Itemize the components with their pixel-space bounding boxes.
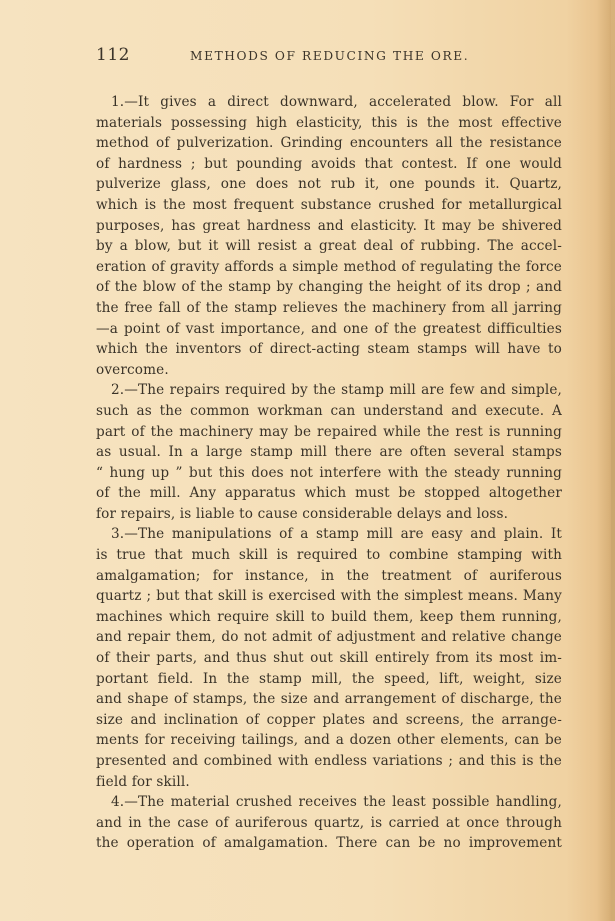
text-line: for repairs, is liable to cause considerable delays and loss. bbox=[96, 505, 509, 522]
text-line: the free fall of the stamp relieves the machinery from all jarring bbox=[96, 299, 562, 316]
text-line: size and inclination of copper plates and screens, the arrange- bbox=[96, 711, 562, 728]
text-line: of the mill. Any apparatus which must be stopped altogether bbox=[96, 485, 562, 502]
text-line: of their parts, and thus shut out skill entirely from its most im- bbox=[96, 650, 562, 667]
text-line: machines which require skill to build them, keep them running, bbox=[96, 608, 562, 625]
page-edge bbox=[611, 0, 615, 921]
page-header bbox=[96, 45, 560, 71]
text-line: —a point of vast importance, and one of the greatest difficulties bbox=[96, 320, 562, 337]
text-line: materials possessing high elasticity, this is the most effective bbox=[96, 114, 562, 131]
text-line: pulverize glass, one does not rub it, one pounds it. Quartz, bbox=[96, 176, 562, 193]
text-line: by a blow, but it will resist a great deal of rubbing. The accel- bbox=[96, 238, 562, 255]
text-line: such as the common workman can understand and execute. A bbox=[96, 402, 562, 419]
page-body bbox=[96, 92, 562, 854]
paragraph-3 bbox=[96, 524, 562, 792]
text-line: presented and combined with endless variations ; and this is the bbox=[96, 753, 562, 769]
text-line: portant field. In the stamp mill, the speed, lift, weight, size bbox=[96, 670, 562, 687]
text-line: 3.—The manipulations of a stamp mill are easy and plain. It bbox=[111, 526, 562, 543]
page-number: 112 bbox=[96, 45, 130, 65]
text-line: and shape of stamps, the size and arrangement of discharge, the bbox=[96, 691, 562, 708]
text-line: 2.—The repairs required by the stamp mill are few and simple, bbox=[111, 382, 562, 399]
paragraph-2 bbox=[96, 380, 562, 524]
text-line: amalgamation; for instance, in the treatment of auriferous bbox=[96, 567, 562, 584]
text-line: field for skill. bbox=[96, 773, 190, 790]
text-line: and in the case of auriferous quartz, is carried at once through bbox=[96, 814, 562, 831]
paragraph-1 bbox=[96, 92, 562, 380]
text-line: of the blow of the stamp by changing the height of its drop ; and bbox=[96, 279, 562, 296]
text-line: 4.—The material crushed receives the least possible handling, bbox=[111, 794, 562, 811]
text-line: “ hung up ” but this does not interfere with the steady running bbox=[96, 464, 562, 481]
text-line: eration of gravity affords a simple method of regulating the force bbox=[96, 258, 562, 275]
running-head: METHODS OF REDUCING THE ORE. bbox=[190, 49, 470, 63]
text-line: as usual. In a large stamp mill there are often several stamps bbox=[96, 444, 562, 461]
text-line: method of pulverization. Grinding encounters all the resistance bbox=[96, 135, 562, 152]
text-line: purposes, has great hardness and elasticity. It may be shivered bbox=[96, 217, 562, 234]
text-line: which is the most frequent substance crushed for metallurgical bbox=[96, 196, 562, 213]
text-line: 1.—It gives a direct downward, accelerated blow. For all bbox=[111, 94, 562, 110]
text-line: and repair them, do not admit of adjustment and relative change bbox=[96, 629, 562, 646]
text-line: is true that much skill is required to combine stamping with bbox=[96, 547, 562, 564]
text-line: ments for receiving tailings, and a dozen other elements, can be bbox=[96, 732, 562, 749]
text-line: of hardness ; but pounding avoids that contest. If one would bbox=[96, 155, 562, 172]
text-line: part of the machinery may be repaired while the rest is running bbox=[96, 423, 562, 440]
text-line: which the inventors of direct-acting steam stamps will have to bbox=[96, 341, 562, 358]
text-line: overcome. bbox=[96, 361, 169, 378]
paragraph-4 bbox=[96, 792, 562, 854]
text-line: the operation of amalgamation. There can be no improvement bbox=[96, 835, 562, 852]
text-line: quartz ; but that skill is exercised with the simplest means. Many bbox=[96, 588, 562, 605]
